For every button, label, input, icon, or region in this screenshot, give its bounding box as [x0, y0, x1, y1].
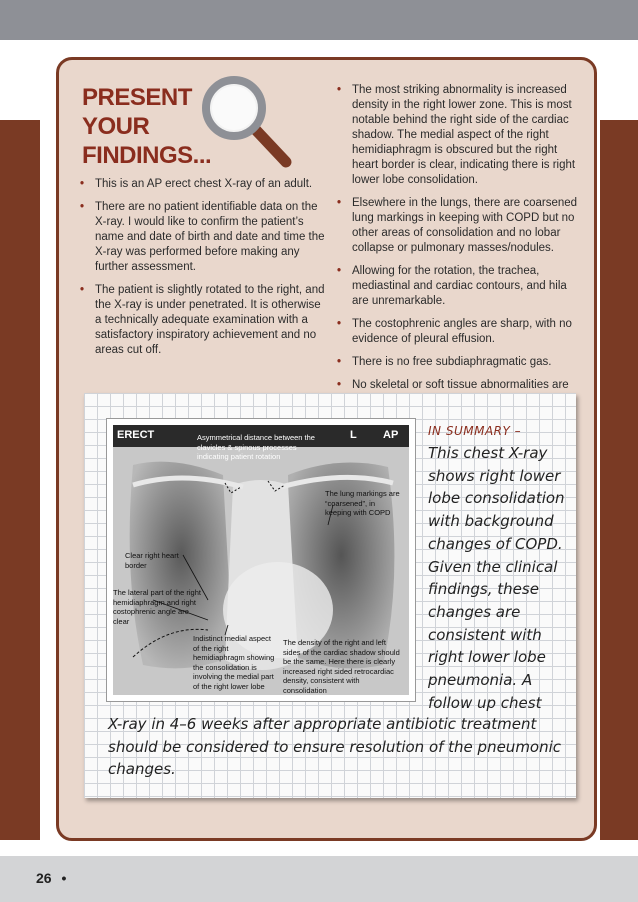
chest-xray-image	[107, 419, 415, 701]
heading-line-1: PRESENT	[82, 84, 192, 111]
left-side-band	[0, 120, 40, 840]
summary-text-column: This chest X-ray shows right lower lobe consolidation with background changes of COPD. Given the clinical findings, these changes are consistent with right lower lobe pneumonia. A follow up chest	[428, 444, 565, 712]
right-side-band	[600, 120, 638, 840]
annotation-medial-aspect: Indistinct medial aspect of the right hemidiaphragm showing the consolidation is involving the medial part of the right lower lobe	[193, 634, 275, 691]
page-number-value: 26	[36, 870, 52, 886]
footer-band	[0, 856, 638, 902]
finding-item: • The most striking abnormality is increased density in the right lower zone. This is most notable behind the right side of the cardiac shadow. The medial aspect of the right hemidiaphragm is obscured but the right heart border is clear, indicating there is right lower lobe consolidation.	[337, 84, 576, 186]
finding-item: • Allowing for the rotation, the trachea, mediastinal and cardiac contours, and hila are unremarkable.	[337, 265, 567, 307]
heading-line-3: FINDINGS...	[82, 142, 212, 169]
findings-left-column	[80, 177, 330, 366]
findings-right-column	[337, 83, 581, 416]
heading-line-2: YOUR	[82, 113, 150, 140]
annotation-heart-border: Clear right heart border	[125, 551, 179, 570]
finding-item: • There is no free subdiaphragmatic gas.	[337, 356, 552, 368]
top-band	[0, 0, 638, 40]
magnifier-icon	[196, 72, 296, 170]
page-number-marker: •	[61, 870, 67, 886]
finding-item: • Elsewhere in the lungs, there are coarsened lung markings in keeping with COPD but no other areas of consolidation and no lobar collapse or pulmonary masses/nodules.	[337, 197, 578, 254]
finding-item: • The patient is slightly rotated to the right, and the X-ray is under penetrated. It is otherwise a technically adequate examination with a satisfactory inspiratory achievement and no areas cut off.	[80, 284, 325, 356]
finding-item: • There are no patient identifiable data on the X-ray. I would like to confirm the patient’s name and date of birth and date and time the X-ray was performed before making any further assessment.	[80, 201, 325, 273]
finding-item: • This is an AP erect chest X-ray of an adult.	[80, 178, 313, 190]
summary-heading: IN SUMMARY –	[428, 424, 522, 438]
finding-item: • No skeletal or soft tissue abnormalities are	[337, 379, 569, 391]
finding-item: • The costophrenic angles are sharp, with no evidence of pleural effusion.	[337, 318, 572, 345]
annotation-asymmetry: Asymmetrical distance between the clavicles & spinous processes indicating patient rotation	[197, 433, 315, 461]
summary-text-continued: X-ray in 4–6 weeks after appropriate antibiotic treatment should be considered to ensure resolution of the pneumonic changes.	[108, 715, 562, 779]
annotation-density: The density of the right and left sides of the cardiac shadow should be the same. Here there is clearly increased right sided retrocardiac density, consistent with consolidation	[283, 638, 400, 695]
annotation-lung-markings: The lung markings are “coarsened”, in keeping with COPD	[325, 489, 400, 517]
annotation-lateral-hemidiaphragm: The lateral part of the right hemidiaphragm and right costophrenic angle are clear	[113, 588, 201, 626]
page-number	[36, 870, 66, 886]
erect-tag: ERECT	[117, 429, 155, 441]
ap-tag: AP	[383, 429, 399, 441]
l-marker: L	[350, 429, 357, 441]
